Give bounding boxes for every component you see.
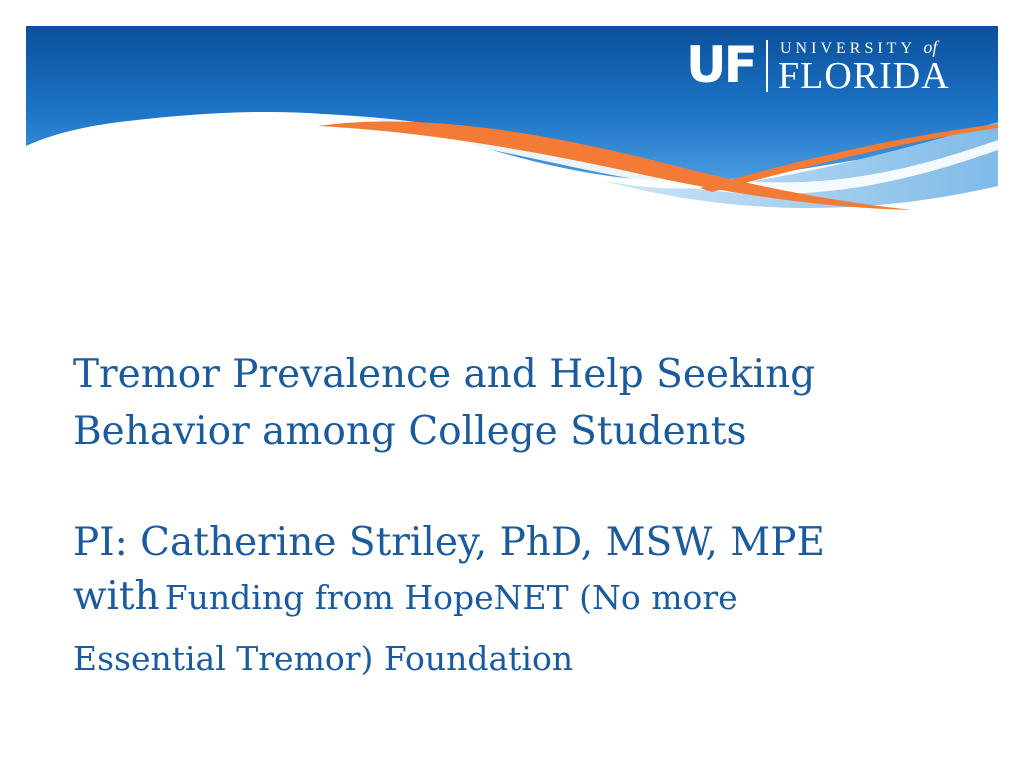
- title-line-2: Behavior among College Students: [73, 409, 747, 454]
- uf-logo-letters: UF: [686, 36, 755, 94]
- slide-content: [73, 346, 973, 689]
- foundation-line: Essential Tremor) Foundation: [73, 639, 574, 678]
- pi-line: PI: Catherine Striley, PhD, MSW, MPE: [73, 520, 825, 565]
- uf-logo-florida-word: FLORIDA: [778, 55, 950, 97]
- header-wave-banner: [0, 0, 1024, 230]
- funding-line: [73, 572, 973, 629]
- spacer: [73, 460, 973, 514]
- uf-logo: [686, 36, 986, 100]
- uf-logo-of-word: of: [923, 37, 938, 57]
- uf-logo-divider: [766, 40, 768, 92]
- funding-text: Funding from HopeNET (No more: [164, 578, 738, 617]
- with-word: with: [73, 574, 160, 619]
- title-line-1: Tremor Prevalence and Help Seeking: [73, 352, 816, 397]
- uf-logo-university-word: UNIVERSITY: [780, 40, 916, 57]
